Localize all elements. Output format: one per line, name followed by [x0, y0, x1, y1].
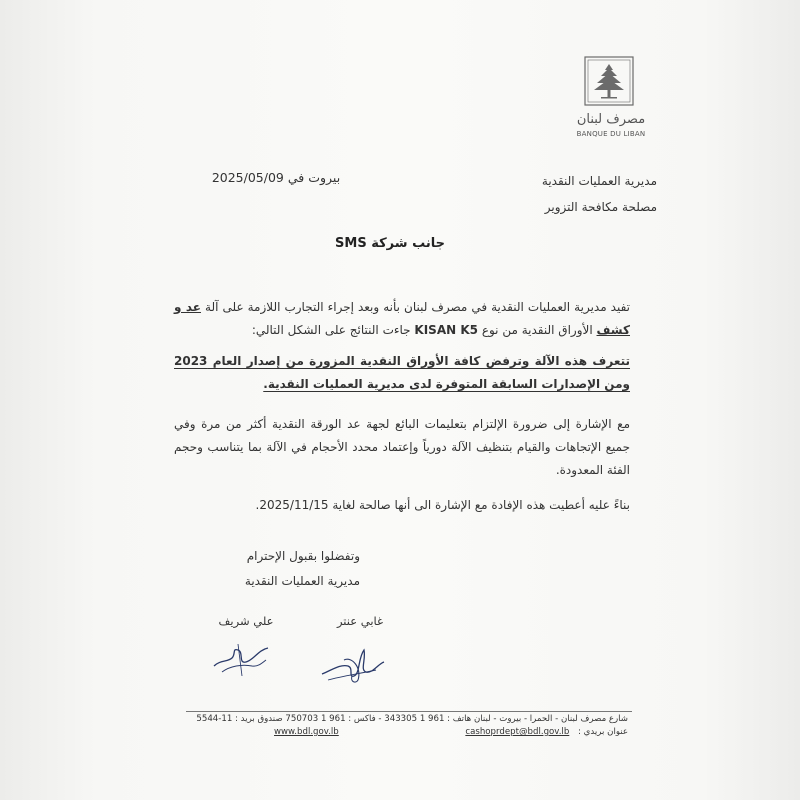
signatory-name: غابي عنتر	[336, 614, 384, 628]
signatory-name: علي شريف	[218, 614, 274, 628]
email-link[interactable]: cashoprdept@bdl.gov.lb	[465, 727, 570, 737]
body-paragraph-4: بناءً عليه أعطيت هذه الإفادة مع الإشارة الى أنها صالحة لغاية 2025/11/15.	[255, 498, 630, 512]
letter-date: بيروت في 2025/05/09	[211, 170, 341, 185]
footer-contact	[168, 727, 628, 737]
closing-line: وتفضلوا بقبول الإحترام	[246, 549, 360, 563]
cedar-logo-icon	[584, 56, 634, 106]
logo-arabic-text: مصرف لبنان	[576, 112, 646, 127]
body-paragraph-3: مع الإشارة إلى ضرورة الإلتزام بتعليمات البائع لجهة عد الورقة النقدية أكثر من مرة وفي جميع الإتجاهات والقيام بتنظيف الآلة دورياً وإعتماد محدد الأحجام في الآلة بما يتناسب وحجم الفئة المعدودة.	[174, 417, 630, 477]
email-label: عنوان بريدي :	[578, 727, 628, 737]
unit-name: مصلحة مكافحة التزوير	[544, 200, 657, 214]
bank-logo	[574, 56, 654, 146]
body-paragraph-1	[174, 296, 630, 342]
logo-french-text: BANQUE DU LIBAN	[576, 130, 646, 138]
signature-image	[208, 636, 274, 680]
website-link[interactable]: www.bdl.gov.lb	[274, 727, 339, 737]
footer-divider	[186, 711, 632, 712]
p1-end: جاءت النتائج على الشكل التالي:	[251, 323, 411, 337]
closing-block	[245, 544, 360, 594]
closing-department: مديرية العمليات النقدية	[244, 574, 360, 588]
machine-model: KISAN K5	[414, 323, 478, 337]
p1-intro: تفيد مديرية العمليات النقدية في مصرف لبنان بأنه وبعد إجراء التجارب اللازمة على آلة	[205, 300, 630, 314]
footer-address: شارع مصرف لبنان - الحمرا - بيروت - لبنان هاتف : 961 1 343305 - فاكس : 961 1 750703 صندوق بريد : 11-5544	[196, 714, 628, 724]
department-block	[542, 168, 657, 220]
body-paragraph-2: تتعرف هذه الآلة وترفض كافة الأوراق النقدية المزورة من إصدار العام 2023 ومن الإصدارات السابقة المتوفرة لدى مديرية العمليات النقدية.	[174, 354, 630, 391]
letter-subject: جانب شركة SMS	[335, 236, 445, 251]
signature-image	[318, 640, 388, 686]
department-name: مديرية العمليات النقدية	[541, 174, 657, 188]
p1-middle: الأوراق النقدية من نوع	[481, 323, 593, 337]
machine-type: عد و كشف	[174, 300, 630, 337]
